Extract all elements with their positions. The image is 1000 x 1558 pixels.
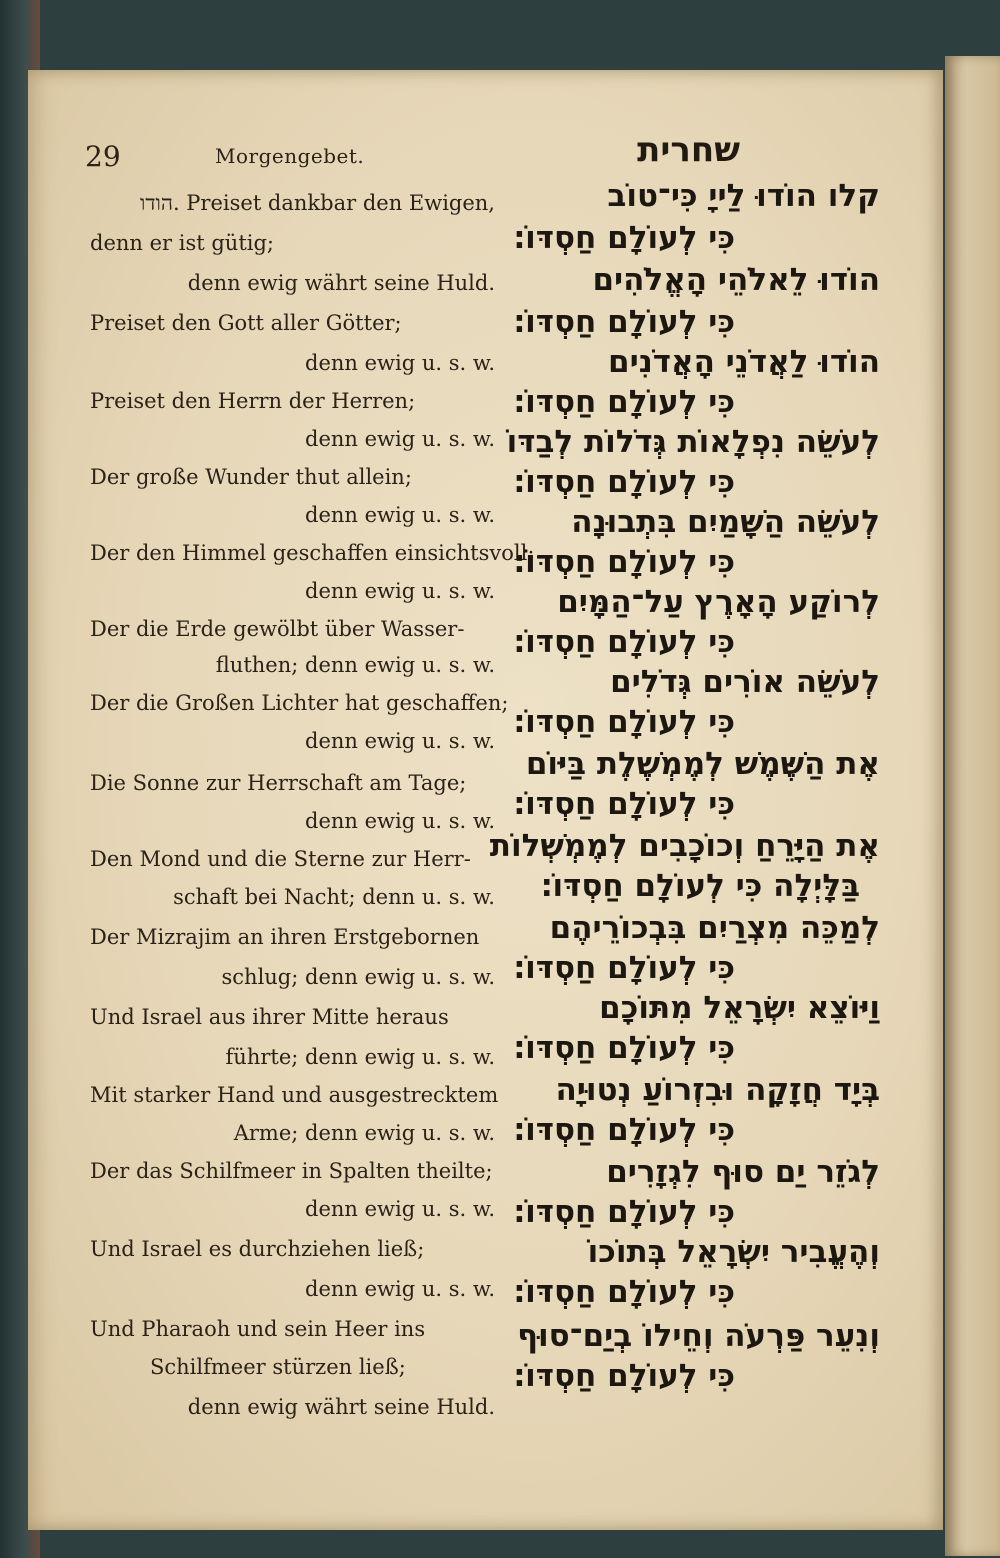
german-line: denn ewig u. s. w. [305,729,495,753]
german-line: Der das Schilfmeer in Spalten theilte; [90,1159,493,1183]
hebrew-verse-line: קלו הוֹדוּ לַייָ כִּי־טוֹב [607,178,880,214]
hebrew-verse-line: בַּלָּיְלָה כִּי לְעוֹלָם חַסְדּוֹ׃ [540,868,860,904]
hebrew-verse-line: לְעֹשֵׂה הַשָּׁמַיִם בִּתְבוּנָה [571,504,880,540]
page-number: 29 [85,140,121,173]
hebrew-verse-line: אֶת הַשֶּׁמֶשׁ לְמֶמְשֶׁלֶת בַּיּוֹם [525,746,880,782]
german-line: Schilfmeer stürzen ließ; [150,1355,406,1379]
german-line: denn ewig u. s. w. [305,351,495,375]
hebrew-verse-line: הוֹדוּ לַאֲדֹנֵי הָאֲדֹנִים [608,344,880,380]
hebrew-verse-line: אֶת הַיָּרֵחַ וְכוֹכָבִים לְמֶמְשְׁלוֹת [489,828,880,864]
german-line: denn ewig währt seine Huld. [187,1395,495,1419]
hebrew-verse-line: וַיּוֹצֵא יִשְׂרָאֵל מִתּוֹכָם [599,990,880,1026]
hebrew-refrain-line: כִּי לְעוֹלָם חַסְדּוֹ׃ [513,1194,735,1230]
hebrew-verse-line: לְרוֹקַע הָאָרֶץ עַל־הַמָּיִם [557,584,880,620]
german-line: Die Sonne zur Herrschaft am Tage; [90,771,467,795]
german-line: schlug; denn ewig u. s. w. [221,965,495,989]
german-line: Und Pharaoh und sein Heer ins [90,1317,426,1341]
hebrew-verse-line: בְּיָד חֲזָקָה וּבִזְרוֹעַ נְטוּיָה [555,1072,880,1108]
hebrew-refrain-line: כִּי לְעוֹלָם חַסְדּוֹ׃ [513,624,735,660]
german-line: denn ewig währt seine Huld. [187,271,495,295]
german-line: הודו. Preiset dankbar den Ewigen, [140,191,495,215]
german-line: Der die Großen Lichter hat geschaffen; [90,691,509,715]
german-line: führte; denn ewig u. s. w. [225,1045,495,1069]
hebrew-refrain-line: כִּי לְעוֹלָם חַסְדּוֹ׃ [513,950,735,986]
hebrew-refrain-line: כִּי לְעוֹלָם חַסְדּוֹ׃ [513,544,735,580]
hebrew-refrain-line: כִּי לְעוֹלָם חַסְדּוֹ׃ [513,1274,735,1310]
german-line: Der Mizrajim an ihren Erstgebornen [90,925,480,949]
german-line: Der die Erde gewölbt über Wasser- [90,617,465,641]
german-line: denn ewig u. s. w. [305,427,495,451]
german-line: denn ewig u. s. w. [305,1277,495,1301]
hebrew-verse-line: וְנִעֵר פַּרְעֹה וְחֵילוֹ בְיַם־סוּף [517,1318,880,1354]
german-line: Preiset den Herrn der Herren; [90,389,416,413]
german-line: Preiset den Gott aller Götter; [90,311,402,335]
hebrew-refrain-line: כִּי לְעוֹלָם חַסְדּוֹ׃ [513,1030,735,1066]
german-line: Und Israel es durchziehen ließ; [90,1237,425,1261]
hebrew-verse-line: לְעֹשֵׂה נִפְלָאוֹת גְּדֹלוֹת לְבַדּוֹ [506,424,880,460]
german-line: Mit starker Hand und ausgestrecktem [90,1083,499,1107]
hebrew-refrain-line: כִּי לְעוֹלָם חַסְדּוֹ׃ [513,384,735,420]
hebrew-running-title: שחרית [637,130,740,170]
next-page-edge [945,56,1000,1556]
german-line: Und Israel aus ihrer Mitte heraus [90,1005,449,1029]
german-line: Arme; denn ewig u. s. w. [233,1121,495,1145]
german-line: denn ewig u. s. w. [305,503,495,527]
german-line: denn ewig u. s. w. [305,1197,495,1221]
hebrew-refrain-line: כִּי לְעוֹלָם חַסְדּוֹ׃ [513,1358,735,1394]
german-line: fluthen; denn ewig u. s. w. [215,653,495,677]
german-line: schaft bei Nacht; denn u. s. w. [173,885,495,909]
hebrew-refrain-line: כִּי לְעוֹלָם חַסְדּוֹ׃ [513,786,735,822]
hebrew-verse-line: הוֹדוּ לֵאלֹהֵי הָאֱלֹהִים [592,262,880,298]
hebrew-refrain-line: כִּי לְעוֹלָם חַסְדּוֹ׃ [513,704,735,740]
hebrew-verse-line: לְעֹשֵׂה אוֹרִים גְּדֹלִים [610,664,880,700]
page-header [85,140,505,180]
hebrew-refrain-line: כִּי לְעוֹלָם חַסְדּוֹ׃ [513,220,735,256]
german-line: Den Mond und die Sterne zur Herr- [90,847,471,871]
running-title: Morgengebet. [215,144,365,168]
german-line: denn ewig u. s. w. [305,809,495,833]
hebrew-refrain-line: כִּי לְעוֹלָם חַסְדּוֹ׃ [513,464,735,500]
hebrew-verse-line: וְהֶעֱבִיר יִשְׂרָאֵל בְּתוֹכוֹ [587,1234,880,1270]
hebrew-verse-line: לְמַכֵּה מִצְרַיִם בִּבְכוֹרֵיהֶם [549,910,880,946]
german-line: Der den Himmel geschaffen einsichtsvoll; [90,541,535,565]
hebrew-verse-line: לְגֹזֵר יַם סוּף לִגְזָרִים [606,1154,880,1190]
german-line: denn ewig u. s. w. [305,579,495,603]
hebrew-refrain-line: כִּי לְעוֹלָם חַסְדּוֹ׃ [513,1112,735,1148]
german-line: Der große Wunder thut allein; [90,465,412,489]
german-line: denn er ist gütig; [90,231,274,255]
hebrew-refrain-line: כִּי לְעוֹלָם חַסְדּוֹ׃ [513,304,735,340]
